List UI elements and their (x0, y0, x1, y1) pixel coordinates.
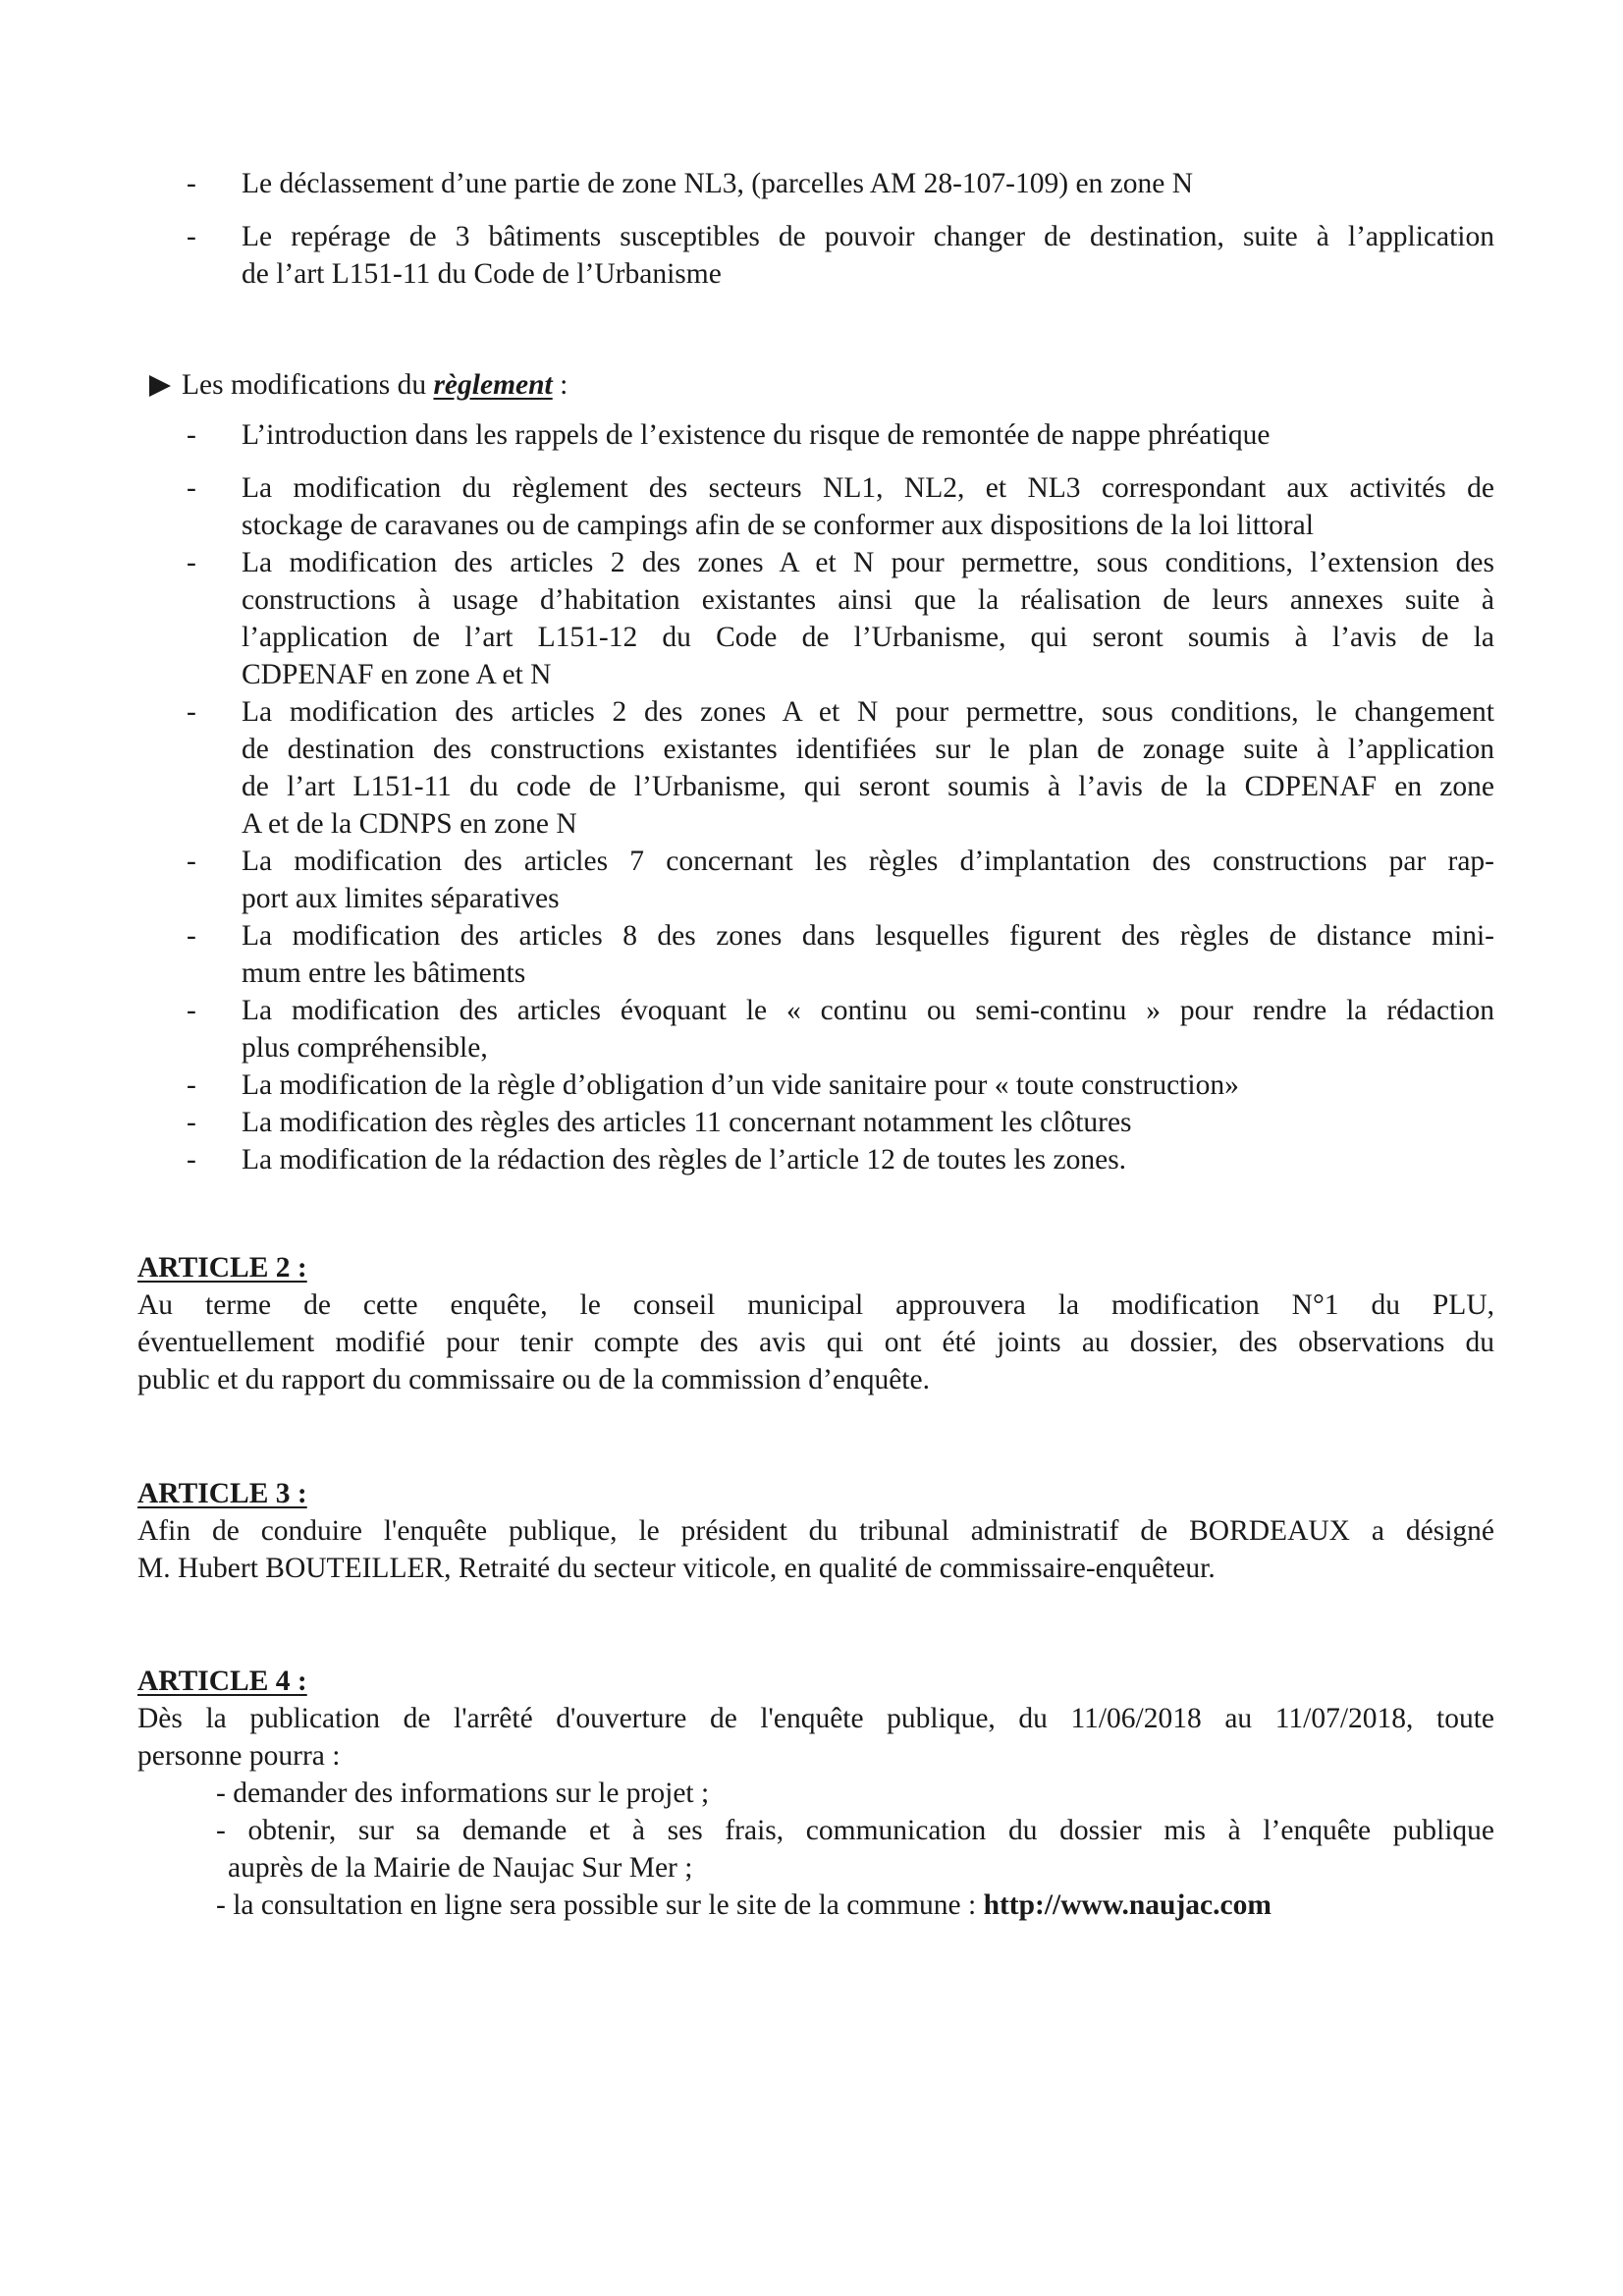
online-prefix: - la consultation en ligne sera possible sur le site de la commune : (216, 1889, 984, 1921)
bullet-dash: - (187, 168, 196, 199)
article-4-online-line (216, 1886, 1271, 1924)
reglement-item-1: L’introduction dans les rappels de l’existence du risque de remontée de nappe phréatique (242, 419, 1271, 451)
article-4-line-2: personne pourra : (137, 1740, 341, 1772)
article-2-line-3: public et du rapport du commissaire ou de la commission d’enquête. (137, 1364, 930, 1395)
zonage-item-1: Le déclassement d’une partie de zone NL3, (parcelles AM 28-107-109) en zone N (242, 168, 1194, 199)
article-4-heading: ARTICLE 4 : (137, 1666, 307, 1697)
article-3-line-2: M. Hubert BOUTEILLER, Retraité du secteur viticole, en qualité de commissaire-enquêteur. (137, 1553, 1216, 1584)
bullet-dash: - (187, 1069, 196, 1101)
bullet-dash: - (187, 547, 196, 578)
reglement-item-6-line-2: mum entre les bâtiments (242, 957, 526, 989)
bullet-dash: - (187, 920, 196, 952)
reglement-item-4-line-2: de destination des constructions existantes identifiées sur le plan de zonage suite à l’application (242, 734, 1494, 765)
article-4-line-1: Dès la publication de l'arrêté d'ouverture de l'enquête publique, du 11/06/2018 au 11/07/2018, toute (137, 1703, 1494, 1734)
bullet-dash: - (187, 472, 196, 504)
zonage-item-2-line-2: de l’art L151-11 du Code de l’Urbanisme (242, 258, 722, 290)
zonage-item-2-line-1: Le repérage de 3 bâtiments susceptibles de pouvoir changer de destination, suite à l’application (242, 221, 1494, 252)
reglement-intro-prefix: Les modifications du (182, 369, 434, 401)
reglement-intro (182, 366, 568, 404)
article-4-sub-item-1: - demander des informations sur le projet ; (216, 1777, 710, 1809)
reglement-item-2-line-2: stockage de caravanes ou de campings afin de se conformer aux dispositions de la loi littoral (242, 510, 1314, 541)
reglement-item-2-line-1: La modification du règlement des secteurs NL1, NL2, et NL3 correspondant aux activités de (242, 472, 1494, 504)
reglement-item-4-line-3: de l’art L151-11 du code de l’Urbanisme, qui seront soumis à l’avis de la CDPENAF en zone (242, 771, 1494, 802)
article-2-line-1: Au terme de cette enquête, le conseil municipal approuvera la modification N°1 du PLU, (137, 1289, 1494, 1321)
article-4-sub-item-2-line-1: - obtenir, sur sa demande et à ses frais, communication du dossier mis à l’enquête publique (216, 1815, 1494, 1846)
reglement-item-5-line-2: port aux limites séparatives (242, 883, 560, 914)
reglement-item-6-line-1: La modification des articles 8 des zones dans lesquelles figurent des règles de distance mini- (242, 920, 1494, 952)
reglement-item-3-line-1: La modification des articles 2 des zones A et N pour permettre, sous conditions, l’extension des (242, 547, 1494, 578)
reglement-emphasis: règlement (433, 369, 553, 401)
reglement-item-3-line-2: constructions à usage d’habitation existantes ainsi que la réalisation de leurs annexes suite à (242, 584, 1494, 616)
reglement-intro-suffix: : (552, 369, 568, 401)
bullet-dash: - (187, 846, 196, 877)
bullet-dash: - (187, 1144, 196, 1175)
bullet-dash: - (187, 995, 196, 1026)
bullet-dash: - (187, 696, 196, 728)
reglement-item-7-line-1: La modification des articles évoquant le « continu ou semi-continu » pour rendre la rédaction (242, 995, 1494, 1026)
triangle-bullet-icon (149, 375, 171, 397)
bullet-dash: - (187, 221, 196, 252)
bullet-dash: - (187, 1107, 196, 1138)
commune-website-link[interactable]: http://www.naujac.com (983, 1889, 1271, 1921)
article-2-heading: ARTICLE 2 : (137, 1252, 307, 1284)
reglement-item-3-line-4: CDPENAF en zone A et N (242, 659, 552, 690)
reglement-item-5-line-1: La modification des articles 7 concernant les règles d’implantation des constructions par rap- (242, 846, 1494, 877)
bullet-dash: - (187, 419, 196, 451)
article-4-sub-item-2-line-2: auprès de la Mairie de Naujac Sur Mer ; (228, 1852, 693, 1884)
reglement-item-9: La modification des règles des articles 11 concernant notamment les clôtures (242, 1107, 1132, 1138)
reglement-item-8: La modification de la règle d’obligation d’un vide sanitaire pour « toute construction» (242, 1069, 1239, 1101)
reglement-item-10: La modification de la rédaction des règles de l’article 12 de toutes les zones. (242, 1144, 1127, 1175)
reglement-item-7-line-2: plus compréhensible, (242, 1032, 488, 1064)
article-3-heading: ARTICLE 3 : (137, 1478, 307, 1509)
reglement-item-4-line-4: A et de la CDNPS en zone N (242, 808, 577, 840)
article-3-line-1: Afin de conduire l'enquête publique, le président du tribunal administratif de BORDEAUX a désigné (137, 1515, 1494, 1547)
reglement-item-4-line-1: La modification des articles 2 des zones A et N pour permettre, sous conditions, le changement (242, 696, 1494, 728)
article-2-line-2: éventuellement modifié pour tenir compte des avis qui ont été joints au dossier, des observations du (137, 1327, 1494, 1358)
reglement-item-3-line-3: l’application de l’art L151-12 du Code de l’Urbanisme, qui seront soumis à l’avis de la (242, 622, 1494, 653)
